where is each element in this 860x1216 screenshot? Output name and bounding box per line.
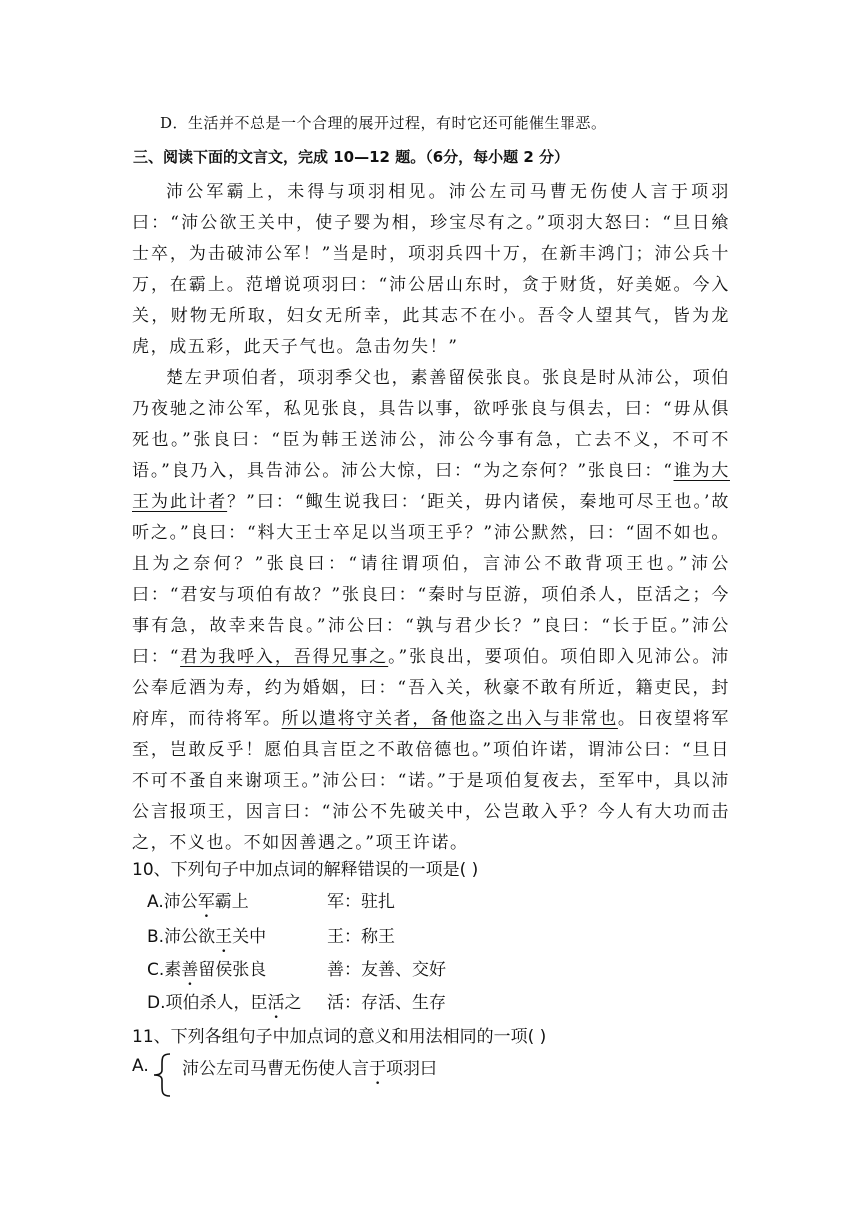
- underlined-sentence-3: 所以遣将守关者，备他盗之出入与非常也: [281, 709, 618, 729]
- underlined-sentence-1: 谁为大王为此计者: [132, 461, 730, 512]
- question-10-option-c[interactable]: C.素善留侯张良 善：友善、交好: [147, 955, 446, 990]
- classical-passage: [132, 177, 730, 859]
- question-10-option-b[interactable]: B.沛公欲王关中 王：称王: [147, 922, 395, 957]
- left-brace-icon: [146, 1052, 176, 1098]
- passage-text: ？”曰：“鲰生说我曰：‘距关，毋内诸侯，秦地可尽王也。’故听之。”良曰：“料大王士卒足以当项王乎？”沛公默然，曰：“固不如也。且为之奈何？”张良曰：“请往谓项伯，言沛公不敢背项王也。”沛公曰：“君安与项伯有故？”张良曰：“秦时与臣游，项伯杀人，臣活之；今事有急，故幸来告良。”沛公曰：“孰与君少长？”良曰：“长于臣。”沛公曰：“: [132, 492, 730, 667]
- dotted-word: 善: [181, 960, 199, 980]
- question-10-option-a[interactable]: A.沛公军霸上 军：驻扎: [147, 887, 395, 922]
- option-explanation: 军：驻扎: [327, 892, 395, 912]
- passage-text: 楚左尹项伯者，项羽季父也，素善留侯张良。张良是时从沛公，项伯乃夜驰之沛公军，私见张良，具告以事，欲呼张良与俱去，曰：“毋从俱死也。”张良曰：“臣为韩王送沛公，沛公今事有急，亡去不义，不可不语。”良乃入，具告沛公。沛公大惊，曰：“为之奈何？”张良曰：“: [132, 368, 730, 481]
- passage-text: 。日夜望将军至，岂敢反乎！愿伯具言臣之不敢倍德也。”项伯许诺，谓沛公曰：“旦日不可不蚤自来谢项王。”沛公曰：“诺。”于是项伯复夜去，至军中，具以沛公言报项王，因言曰：“沛公不先破关中，公岂敢入乎？今人有大功而击之，不义也。不如因善遇之。”项王许诺。: [132, 709, 730, 853]
- dotted-word: 于: [369, 1059, 386, 1079]
- dotted-word: 活: [267, 993, 285, 1013]
- option-explanation: 王：称王: [327, 927, 395, 947]
- question-10-option-d[interactable]: D.项伯杀人，臣活之 活：存活、生存: [147, 988, 446, 1023]
- dotted-word: 军: [197, 892, 215, 912]
- question-10-stem: 10、下列句子中加点词的解释错误的一项是( ): [132, 860, 479, 880]
- section-heading: 三、阅读下面的文言文，完成 10—12 题。（6分，每小题 2 分）: [133, 148, 570, 166]
- passage-text: 。”张良出，要项伯。项伯即入见沛公。沛公奉卮酒为寿，约为婚姻，曰：“吾入关，秋豪不敢有所近，籍吏民，封府库，而待将军。: [132, 647, 730, 729]
- question-11-stem: 11、下列各组句子中加点词的意义和用法相同的一项( ): [132, 1027, 547, 1047]
- previous-question-option-d: D．生活并不总是一个合理的展开过程，有时它还可能催生罪恶。: [160, 114, 607, 132]
- passage-paragraph-1: 沛公军霸上，未得与项羽相见。沛公左司马曹无伤使人言于项羽曰：“沛公欲王关中，使子婴为相，珍宝尽有之。”项羽大怒曰：“旦日飨士卒，为击破沛公军！”当是时，项羽兵四十万，在新丰鸿门；沛公兵十万，在霸上。范增说项羽曰：“沛公居山东时，贪于财货，好美姬。今入关，财物无所取，妇女无所幸，此其志不在小。吾令人望其气，皆为龙虎，成五彩，此天子气也。急击勿失！”: [132, 182, 730, 357]
- option-explanation: 善：友善、交好: [327, 960, 446, 980]
- underlined-sentence-2: 君为我呼入，吾得兄事之: [180, 647, 389, 667]
- option-explanation: 活：存活、生存: [327, 993, 446, 1013]
- dotted-word: 王: [215, 927, 233, 947]
- passage-paragraph-2: [132, 363, 730, 859]
- question-11-option-a-label: A.: [132, 1056, 149, 1076]
- question-11-option-a-line-1: 沛公左司马曹无伤使人言于项羽曰: [182, 1059, 437, 1079]
